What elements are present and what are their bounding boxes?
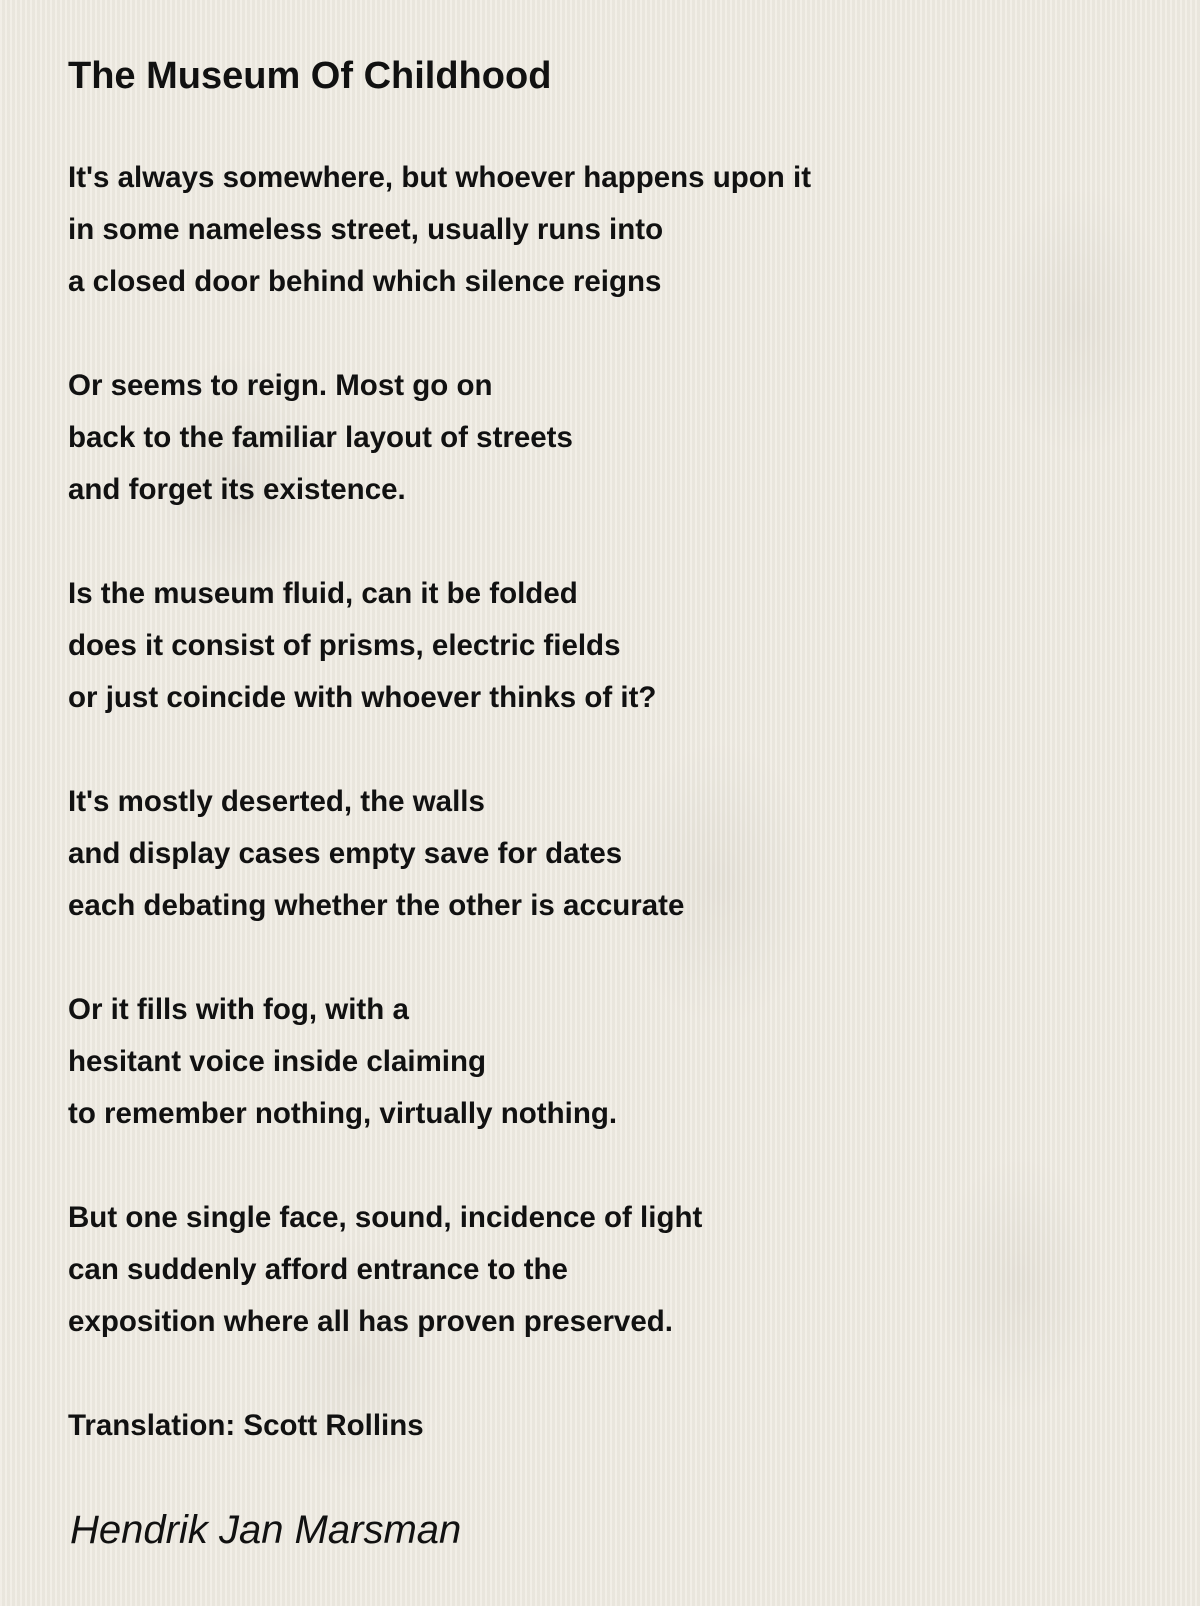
poem-body xyxy=(68,152,1118,1452)
poem-line: It's mostly deserted, the walls xyxy=(68,785,485,818)
stanza-3 xyxy=(68,568,1118,724)
poem-line: Is the museum fluid, can it be folded xyxy=(68,577,578,610)
poem-author: Hendrik Jan Marsman xyxy=(70,1508,462,1552)
poem-line: hesitant voice inside claiming xyxy=(68,1045,487,1078)
poem-line: It's always somewhere, but whoever happens upon it xyxy=(68,161,812,194)
poem-line: does it consist of prisms, electric fields xyxy=(68,629,621,662)
stanza-4 xyxy=(68,776,1118,932)
poem-line: each debating whether the other is accurate xyxy=(68,889,685,922)
poem-line: in some nameless street, usually runs into xyxy=(68,213,664,246)
poem-line: and forget its existence. xyxy=(68,473,406,506)
poem-title: The Museum Of Childhood xyxy=(68,55,552,97)
poem-line: or just coincide with whoever thinks of it? xyxy=(68,681,657,714)
stanza-6 xyxy=(68,1192,1118,1348)
poem-line: can suddenly afford entrance to the xyxy=(68,1253,568,1286)
poem-line: and display cases empty save for dates xyxy=(68,837,623,870)
stanza-5 xyxy=(68,984,1118,1140)
stanza-1 xyxy=(68,152,1118,308)
poem-line: Or it fills with fog, with a xyxy=(68,993,409,1026)
poem-line: back to the familiar layout of streets xyxy=(68,421,573,454)
poem-line: But one single face, sound, incidence of light xyxy=(68,1201,703,1234)
poem-line: exposition where all has proven preserved. xyxy=(68,1305,673,1338)
poem-line: a closed door behind which silence reigns xyxy=(68,265,662,298)
translation-credit: Translation: Scott Rollins xyxy=(68,1409,424,1442)
poem-line: Or seems to reign. Most go on xyxy=(68,369,493,402)
poem-line: to remember nothing, virtually nothing. xyxy=(68,1097,618,1130)
stanza-2 xyxy=(68,360,1118,516)
